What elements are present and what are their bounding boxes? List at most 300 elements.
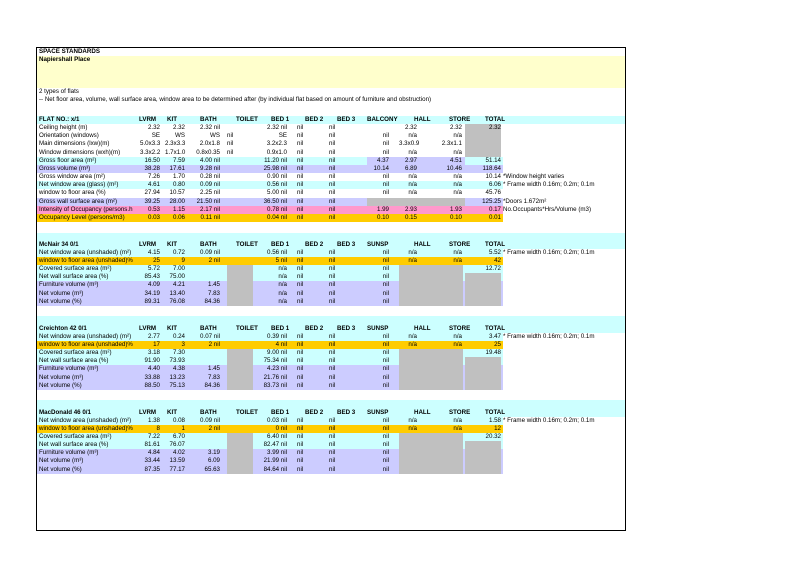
- cell-value: 87.35: [144, 465, 160, 473]
- scenario-table-row: [37, 374, 625, 382]
- cell-value: 1: [181, 424, 185, 432]
- cell-value: 0.8x0.35: [196, 148, 220, 156]
- scenario-table-row: [37, 290, 625, 298]
- cell-value: 13.23: [169, 373, 185, 381]
- toilet-blank-cell: [227, 265, 253, 306]
- scenario-name: McNair 34 0/1: [39, 240, 79, 248]
- cell-value: 0.90 nil: [267, 173, 287, 181]
- table-header-row: [37, 116, 625, 124]
- cell-value: nil: [227, 132, 234, 140]
- row-note: * Frame width 0.16m; 0.2m; 0.1m: [503, 332, 595, 340]
- column-header: SUNSP: [367, 240, 389, 248]
- row-label: window to floor area (unshaded)%: [39, 256, 133, 264]
- row-label: Net wall surface area (%): [39, 357, 109, 365]
- cell-value: 4.61: [147, 181, 160, 189]
- cell-value: 83.73 nil: [263, 381, 287, 389]
- cell-value: n/a: [453, 181, 462, 189]
- cell-value: 33.88: [144, 373, 160, 381]
- cell-value: 77.17: [169, 465, 185, 473]
- cell-value: 8: [156, 424, 160, 432]
- row-label: window to floor area (%): [39, 189, 106, 197]
- cell-value: nil: [382, 416, 389, 424]
- cell-value: 7.26: [147, 173, 160, 181]
- cell-value: nil: [382, 357, 389, 365]
- cell-value: n/a: [408, 132, 417, 140]
- hall-store-blank-cell: [399, 349, 463, 390]
- total-blank-cell: [465, 441, 501, 474]
- cell-value: nil: [382, 248, 389, 256]
- cell-value: 0.17: [488, 205, 501, 213]
- cell-value: n/a: [453, 189, 462, 197]
- column-header: HALL: [414, 116, 431, 123]
- column-header: STORE: [449, 408, 471, 416]
- cell-value: 45.76: [485, 189, 501, 197]
- flat-table-row: [37, 157, 625, 165]
- cell-value: nil: [329, 189, 336, 197]
- row-label: Main dimensions (lxw)(m): [39, 140, 110, 148]
- column-header: TOILET: [236, 116, 258, 123]
- cell-value: 3.18: [147, 349, 160, 357]
- cell-value: 0.39 nil: [267, 332, 287, 340]
- row-label: Occupancy Level (persons/m3): [39, 213, 125, 221]
- cell-value: 51.14: [485, 156, 501, 164]
- cell-value: nil: [329, 148, 336, 156]
- cell-value: 91.90: [144, 357, 160, 365]
- cell-value: nil: [382, 281, 389, 289]
- row-label: Net window area (unshaded) (m²): [39, 332, 132, 340]
- scenario-table-row: [37, 298, 625, 306]
- row-label: Net volume (%): [39, 381, 82, 389]
- flat-table-row: [37, 198, 625, 206]
- cell-value: 7.83: [207, 289, 220, 297]
- cell-value: nil: [382, 132, 389, 140]
- scenario-table-row: [37, 382, 625, 390]
- row-note: * Frame width 0.16m; 0.2m; 0.1m: [503, 181, 595, 189]
- cell-value: nil: [297, 197, 304, 205]
- sheet-title-row: [37, 48, 625, 56]
- flat-table-row: [37, 206, 625, 214]
- cell-value: 19.48: [485, 349, 501, 357]
- cell-value: nil: [382, 148, 389, 156]
- cell-value: n/a: [453, 148, 462, 156]
- column-header: HALL: [414, 324, 431, 332]
- cell-value: nil: [329, 181, 336, 189]
- row-label: Furniture volume (m³): [39, 281, 99, 289]
- cell-value: nil: [297, 248, 304, 256]
- scenario-table-row: [37, 425, 625, 433]
- cell-value: 81.61: [144, 441, 160, 449]
- column-header: BED 2: [305, 324, 324, 332]
- cell-value: 20.32: [485, 433, 501, 441]
- cell-value: 36.50 nil: [263, 197, 287, 205]
- cell-value: 33.44: [144, 457, 160, 465]
- cell-value: 3.2x2.3: [266, 140, 287, 148]
- cell-value: 9: [181, 256, 185, 264]
- row-note: *Doors 1.672m²: [503, 197, 547, 205]
- column-header: LVRM: [139, 324, 157, 332]
- scenario-name: MacDonald 46 0/1: [39, 408, 91, 416]
- cell-value: nil: [329, 156, 336, 164]
- scenario-table-row: [37, 273, 625, 281]
- cell-value: nil: [329, 205, 336, 213]
- flat-table-row: [37, 140, 625, 148]
- cell-value: 25.98 nil: [263, 164, 287, 172]
- column-header: STORE: [449, 240, 471, 248]
- cell-value: 0.09 nil: [200, 248, 220, 256]
- column-header: BED 3: [337, 408, 356, 416]
- cell-value: nil: [329, 465, 336, 473]
- cell-value: 1.15: [172, 205, 185, 213]
- cell-value: nil: [382, 189, 389, 197]
- flat-table-row: [37, 173, 625, 181]
- cell-value: n/a: [408, 416, 417, 424]
- cell-value: nil: [382, 441, 389, 449]
- scenario-label-band: [37, 400, 625, 408]
- column-header: SUNSP: [367, 408, 389, 416]
- cell-value: 12.72: [485, 265, 501, 273]
- cell-value: 7.83: [207, 373, 220, 381]
- column-header: BED 3: [337, 116, 356, 123]
- cell-value: WS: [175, 132, 185, 140]
- cell-value: 3.19: [207, 449, 220, 457]
- row-label: Net window area (glass) (m²): [39, 181, 119, 189]
- cell-value: n/a: [453, 256, 462, 264]
- cell-value: 1.70: [172, 173, 185, 181]
- cell-value: n/a: [453, 248, 462, 256]
- cell-value: 2.77: [147, 332, 160, 340]
- cell-value: SE: [151, 132, 160, 140]
- cell-value: n/a: [453, 132, 462, 140]
- column-header: BATH: [200, 324, 217, 332]
- cell-value: nil: [382, 273, 389, 281]
- row-label: window to floor area (unshaded)%: [39, 340, 133, 348]
- cell-value: 0.28 nil: [200, 173, 220, 181]
- cell-value: n/a: [278, 289, 287, 297]
- cell-value: 1.45: [207, 281, 220, 289]
- cell-value: n/a: [278, 273, 287, 281]
- column-header: BED 3: [337, 240, 356, 248]
- cell-value: nil: [382, 140, 389, 148]
- cell-value: nil: [329, 332, 336, 340]
- cell-value: nil: [382, 457, 389, 465]
- flat-table-row: [37, 124, 625, 132]
- column-header: TOTAL: [485, 116, 506, 123]
- cell-value: 0.78 nil: [267, 205, 287, 213]
- scenario-table-row: [37, 341, 625, 349]
- cell-value: 0.06: [172, 213, 185, 221]
- cell-value: nil: [329, 365, 336, 373]
- cell-value: 5.72: [147, 265, 160, 273]
- cell-value: nil: [297, 424, 304, 432]
- cell-value: nil: [227, 140, 234, 148]
- cell-value: nil: [297, 357, 304, 365]
- cell-value: 4.51: [449, 156, 462, 164]
- cell-value: nil: [329, 124, 336, 132]
- cell-value: 0.03 nil: [267, 416, 287, 424]
- cell-value: nil: [329, 140, 336, 148]
- row-label: Net volume (%): [39, 297, 82, 305]
- cell-value: n/a: [453, 424, 462, 432]
- cell-value: n/a: [408, 424, 417, 432]
- cell-value: nil: [329, 416, 336, 424]
- column-header: TOTAL: [485, 408, 506, 416]
- cell-value: nil: [329, 248, 336, 256]
- cell-value: nil: [329, 433, 336, 441]
- cell-value: 75.00: [169, 273, 185, 281]
- cell-value: 2.32: [404, 124, 417, 132]
- cell-value: 0.04 nil: [267, 213, 287, 221]
- row-note: *Window height varies: [503, 173, 565, 181]
- cell-value: 7.59: [172, 156, 185, 164]
- cell-value: 118.64: [482, 164, 501, 172]
- scenario-table-row: [37, 441, 625, 449]
- row-label: Window dimensions (wxh)(m): [39, 148, 121, 156]
- cell-value: 0.10: [449, 213, 462, 221]
- cell-value: 1.45: [207, 365, 220, 373]
- cell-value: 85.43: [144, 273, 160, 281]
- scenario-table-row: [37, 365, 625, 373]
- column-header: BED 2: [305, 116, 324, 123]
- cell-value: 7.00: [172, 265, 185, 273]
- column-header: BED 1: [271, 240, 290, 248]
- cell-value: 4.21: [172, 281, 185, 289]
- cell-value: nil: [297, 457, 304, 465]
- cell-value: 2.93: [404, 205, 417, 213]
- cell-value: 13.59: [169, 457, 185, 465]
- cell-value: 0.56 nil: [267, 248, 287, 256]
- cell-value: 6.70: [172, 433, 185, 441]
- cell-value: nil: [329, 441, 336, 449]
- cell-value: 25: [494, 340, 501, 348]
- column-header: BED 1: [271, 116, 290, 123]
- cell-value: nil: [297, 173, 304, 181]
- cell-value: 2.3x1.1: [441, 140, 462, 148]
- cell-value: 12: [494, 424, 501, 432]
- cell-value: nil: [297, 189, 304, 197]
- column-header: BED 2: [305, 408, 324, 416]
- column-header: SUNSP: [367, 324, 389, 332]
- cell-value: 6.09: [207, 457, 220, 465]
- cell-value: 4.40: [147, 365, 160, 373]
- cell-value: 2.32: [172, 124, 185, 132]
- cell-value: nil: [329, 213, 336, 221]
- cell-value: 3.3x2.2: [140, 148, 161, 156]
- cell-value: 2.0x1.8: [199, 140, 220, 148]
- cell-value: nil: [297, 265, 304, 273]
- cell-value: nil: [329, 281, 336, 289]
- cell-value: 2.17 nil: [200, 205, 220, 213]
- cell-value: nil: [329, 424, 336, 432]
- cell-value: 17.61: [169, 164, 185, 172]
- scenario-table-row: [37, 466, 625, 474]
- note-row-1: [37, 88, 625, 96]
- cell-value: nil: [329, 449, 336, 457]
- row-label: Gross wall surface area (m²): [39, 197, 118, 205]
- cell-value: nil: [297, 416, 304, 424]
- cell-value: 7.22: [147, 433, 160, 441]
- cell-value: nil: [297, 349, 304, 357]
- hall-store-blank-cell: [399, 433, 463, 474]
- column-header: BED 3: [337, 324, 356, 332]
- cell-value: 0.53: [147, 205, 160, 213]
- row-note: * Frame width 0.16m; 0.2m; 0.1m: [503, 248, 595, 256]
- cell-value: 2 nil: [208, 340, 220, 348]
- row-label: Net wall surface area (%): [39, 273, 109, 281]
- cell-value: 2.32: [488, 124, 501, 132]
- cell-value: 13.40: [169, 289, 185, 297]
- note-types: 2 types of flats: [39, 88, 79, 95]
- cell-value: nil: [297, 213, 304, 221]
- cell-value: 2.32 nil: [200, 124, 220, 132]
- cell-value: 10.14: [373, 164, 389, 172]
- cell-value: nil: [297, 332, 304, 340]
- cell-value: 9.28 nil: [200, 164, 220, 172]
- scenario-table-row: [37, 433, 625, 441]
- cell-value: 0.11 nil: [200, 213, 220, 221]
- cell-value: nil: [297, 465, 304, 473]
- row-label: Furniture volume (m³): [39, 449, 99, 457]
- cell-value: 4.23 nil: [267, 365, 287, 373]
- row-label: Intensity of Occupancy (persons.h: [39, 205, 133, 213]
- cell-value: 88.50: [144, 381, 160, 389]
- row-label: Furniture volume (m³): [39, 365, 99, 373]
- row-label: Net wall surface area (%): [39, 441, 109, 449]
- cell-value: nil: [297, 181, 304, 189]
- cell-value: nil: [329, 173, 336, 181]
- scenario-table-row: [37, 333, 625, 341]
- cell-value: nil: [297, 273, 304, 281]
- cell-value: 10.57: [169, 189, 185, 197]
- column-header: STORE: [449, 116, 471, 123]
- cell-value: 27.94: [144, 189, 160, 197]
- row-note: No.Occupants*Hrs/Volume (m3): [503, 205, 592, 213]
- cell-value: n/a: [408, 189, 417, 197]
- cell-value: n/a: [408, 148, 417, 156]
- column-header: HALL: [414, 240, 431, 248]
- scenario-table-row: [37, 265, 625, 273]
- cell-value: n/a: [408, 256, 417, 264]
- cell-value: 3.3x0.9: [399, 140, 420, 148]
- total-blank-cell: [465, 273, 501, 306]
- cell-value: 4.09: [147, 281, 160, 289]
- cell-value: n/a: [453, 332, 462, 340]
- column-header: TOTAL: [485, 240, 506, 248]
- cell-value: 1.93: [449, 205, 462, 213]
- cell-value: nil: [382, 340, 389, 348]
- cell-value: 6.89: [404, 164, 417, 172]
- cell-value: nil: [382, 181, 389, 189]
- row-label: Gross volume (m³): [39, 164, 91, 172]
- cell-value: 4.02: [172, 449, 185, 457]
- cell-value: 0.56 nil: [267, 181, 287, 189]
- cell-value: 0.03: [147, 213, 160, 221]
- row-label: window to floor area (unshaded)%: [39, 424, 133, 432]
- cell-value: 0.80: [172, 181, 185, 189]
- cell-value: 4.37: [376, 156, 389, 164]
- cell-value: nil: [382, 289, 389, 297]
- cell-value: 21.99 nil: [263, 457, 287, 465]
- cell-value: nil: [297, 433, 304, 441]
- cell-value: nil: [382, 349, 389, 357]
- column-header: KIT: [167, 324, 177, 332]
- column-header: KIT: [167, 408, 177, 416]
- scenario-table-row: [37, 257, 625, 265]
- cell-value: 84.36: [204, 297, 220, 305]
- cell-value: WS: [210, 132, 220, 140]
- row-label: Net volume (m³): [39, 373, 84, 381]
- cell-value: nil: [297, 373, 304, 381]
- cell-value: 2.32: [147, 124, 160, 132]
- row-label: Covered surface area (m²): [39, 349, 112, 357]
- cell-value: 1.99: [376, 205, 389, 213]
- cell-value: nil: [382, 365, 389, 373]
- row-label: Net window area (unshaded) (m²): [39, 416, 132, 424]
- column-header: BATH: [200, 408, 217, 416]
- cell-value: 0.15: [404, 213, 417, 221]
- row-label: Gross window area (m²): [39, 173, 106, 181]
- cell-value: n/a: [453, 416, 462, 424]
- column-header: KIT: [167, 240, 177, 248]
- cell-value: nil: [382, 173, 389, 181]
- cell-value: nil: [329, 357, 336, 365]
- subtitle-row: [37, 56, 625, 64]
- cell-value: n/a: [408, 173, 417, 181]
- row-label: Net volume (%): [39, 465, 82, 473]
- cell-value: nil: [329, 381, 336, 389]
- cell-value: n/a: [453, 340, 462, 348]
- row-label: Net window area (unshaded) (m²): [39, 248, 132, 256]
- scenario-table-row: [37, 249, 625, 257]
- cell-value: 0.10: [376, 213, 389, 221]
- cell-value: 21.50 nil: [196, 197, 220, 205]
- cell-value: nil: [329, 297, 336, 305]
- cell-value: nil: [382, 297, 389, 305]
- row-label: Net volume (m³): [39, 457, 84, 465]
- cell-value: nil: [329, 197, 336, 205]
- cell-value: n/a: [408, 181, 417, 189]
- cell-value: SE: [278, 132, 287, 140]
- column-header: KIT: [167, 116, 177, 123]
- cell-value: 2 nil: [208, 256, 220, 264]
- cell-value: nil: [329, 132, 336, 140]
- cell-value: 34.19: [144, 289, 160, 297]
- cell-value: nil: [382, 373, 389, 381]
- cell-value: nil: [329, 373, 336, 381]
- cell-value: 0.07 nil: [200, 332, 220, 340]
- cell-value: 65.63: [204, 465, 220, 473]
- cell-value: nil: [329, 340, 336, 348]
- cell-value: nil: [382, 256, 389, 264]
- toilet-blank-cell: [227, 433, 253, 474]
- cell-value: nil: [297, 256, 304, 264]
- spreadsheet-page: [36, 47, 626, 531]
- cell-value: 2.25 nil: [200, 189, 220, 197]
- cell-value: 6.06: [488, 181, 501, 189]
- cell-value: nil: [297, 132, 304, 140]
- row-note: * Frame width 0.16m; 0.2m; 0.1m: [503, 416, 595, 424]
- cell-value: 11.20 nil: [264, 156, 287, 164]
- scenario-table-row: [37, 349, 625, 357]
- row-label: Ceiling height (m): [39, 124, 88, 132]
- cell-value: 5.00 nil: [267, 189, 287, 197]
- cell-value: nil: [297, 365, 304, 373]
- note-row-2: [37, 96, 625, 104]
- scenario-label-band: [37, 233, 625, 241]
- total-blank-cell: [465, 357, 501, 390]
- cell-value: 2 nil: [208, 424, 220, 432]
- cell-value: 0 nil: [275, 424, 287, 432]
- cell-value: 0.09 nil: [200, 416, 220, 424]
